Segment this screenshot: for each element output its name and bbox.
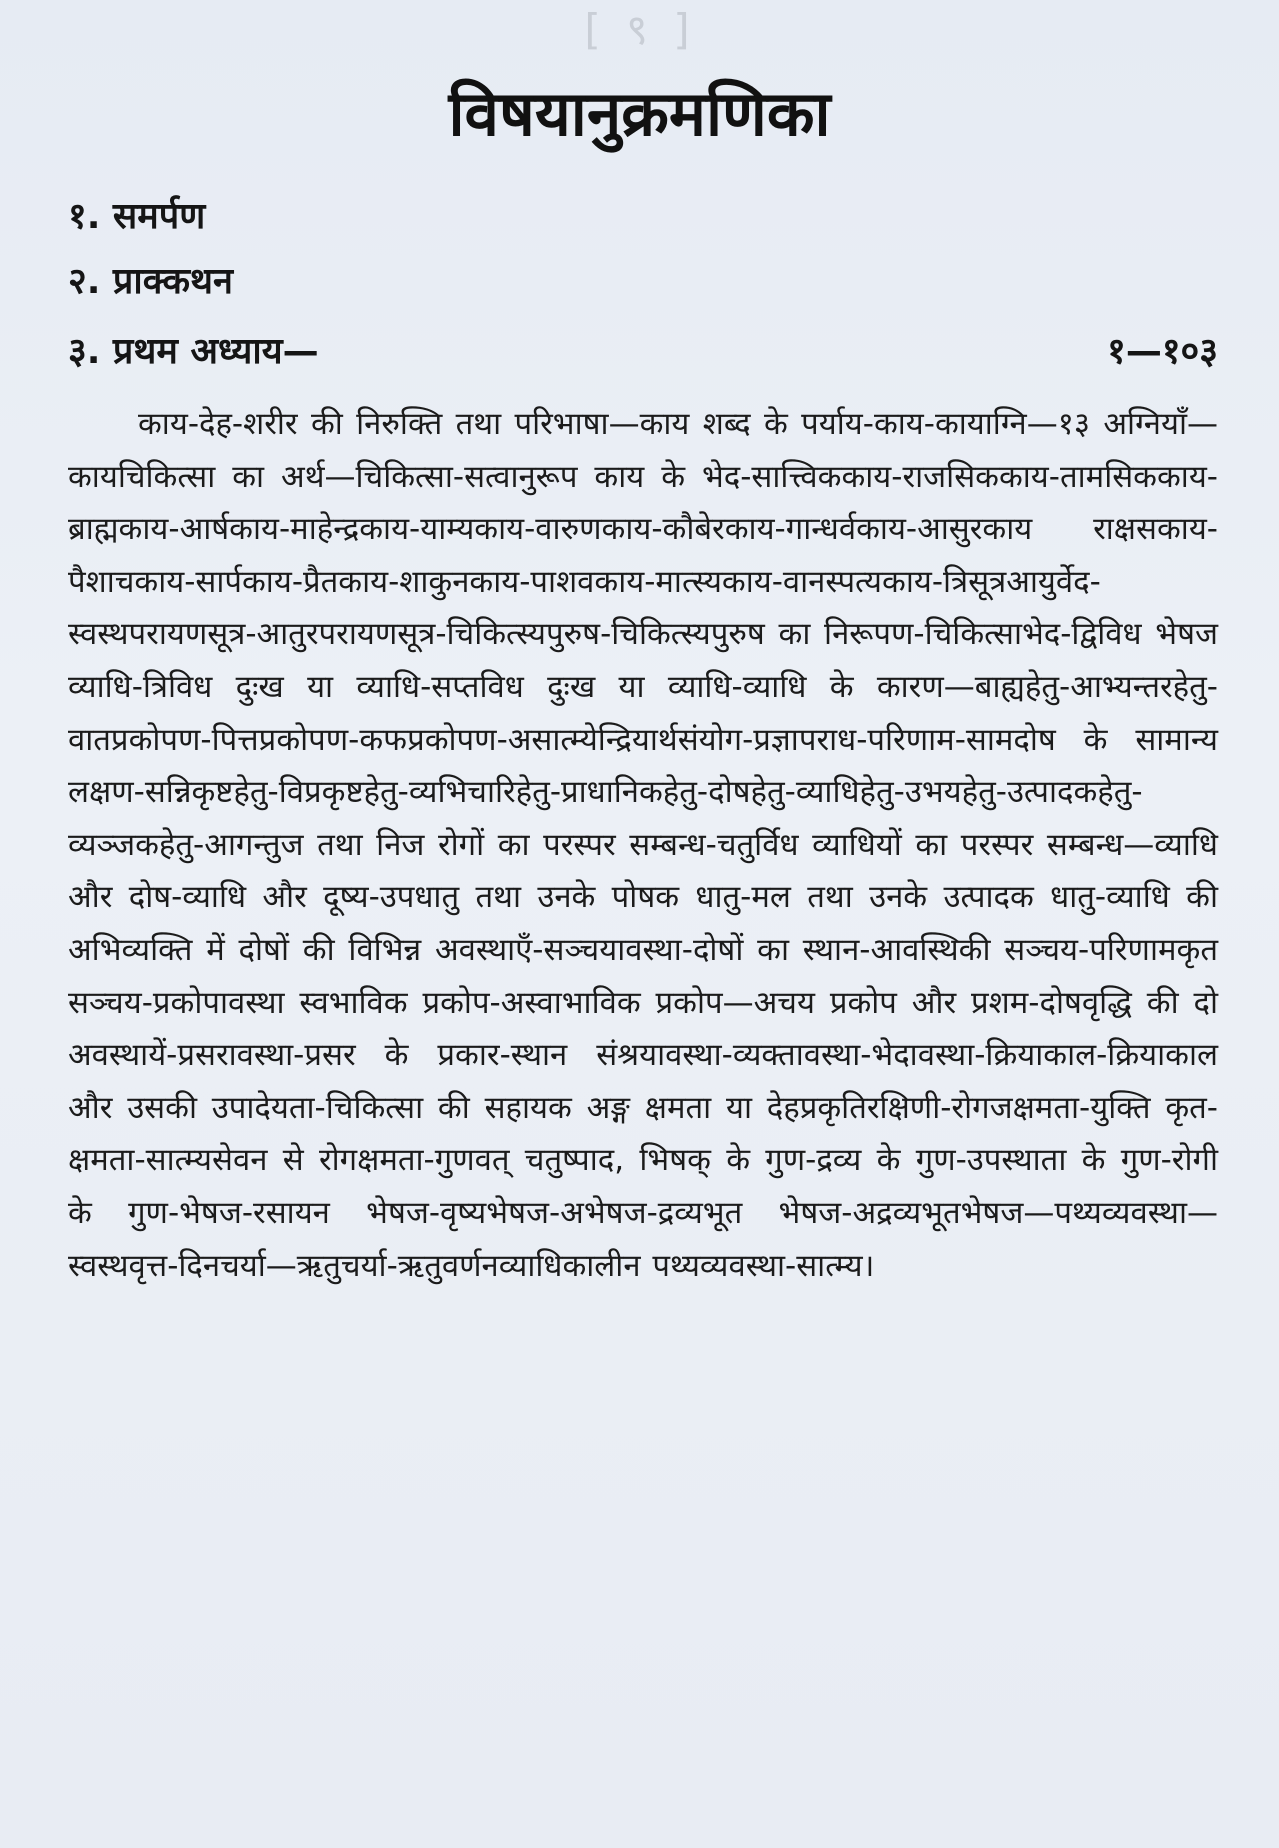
chapter-page-range: १—१०३: [1107, 331, 1218, 372]
page-number: [ ९ ]: [584, 5, 696, 54]
toc-entry-samarpan: १. समर्पण: [68, 196, 206, 237]
chapter-label: ३. प्रथम अध्याय—: [68, 331, 319, 372]
toc-entry-chapter-1: [68, 325, 1218, 375]
toc-entry-prakkathan: २. प्राक्कथन: [68, 261, 233, 302]
chapter-contents-paragraph: काय-देह-शरीर की निरुक्ति तथा परिभाषा—काय शब्द के पर्याय-काय-कायाग्नि—१३ अग्नियाँ—कायचिकित्सा का अर्थ—चिकित्सा-सत्वानुरूप काय के भेद-सात्त्विककाय-राजसिककाय-तामसिककाय-ब्राह्मकाय-आर्षकाय-माहेन्द्रकाय-याम्यकाय-वारुणकाय-कौबेरकाय-गान्धर्वकाय-आसुरकाय राक्षसकाय-पैशाचकाय-सार्पकाय-प्रैतकाय-शाकुनकाय-पाशवकाय-मात्स्यकाय-वानस्पत्यकाय-त्रिसूत्रआयुर्वेद-स्वस्थपरायणसूत्र-आतुरपरायणसूत्र-चिकित्स्यपुरुष-चिकित्स्यपुरुष का निरूपण-चिकित्साभेद-द्विविध भेषज व्याधि-त्रिविध दुःख या व्याधि-सप्तविध दुःख या व्याधि-व्याधि के कारण—बाह्यहेतु-आभ्यन्तरहेतु-वातप्रकोपण-पित्तप्रकोपण-कफप्रकोपण-असात्म्येन्द्रियार्थसंयोग-प्रज्ञापराध-परिणाम-सामदोष के सामान्य लक्षण-सन्निकृष्टहेतु-विप्रकृष्टहेतु-व्यभिचारिहेतु-प्राधानिकहेतु-दोषहेतु-व्याधिहेतु-उभयहेतु-उत्पादकहेतु-व्यञ्जकहेतु-आगन्तुज तथा निज रोगों का परस्पर सम्बन्ध-चतुर्विध व्याधियों का परस्पर सम्बन्ध—व्याधि और दोष-व्याधि और दूष्य-उपधातु तथा उनके पोषक धातु-मल तथा उनके उत्पादक धातु-व्याधि की अभिव्यक्ति में दोषों की विभिन्न अवस्थाएँ-सञ्चयावस्था-दोषों का स्थान-आवस्थिकी सञ्चय-परिणामकृत सञ्चय-प्रकोपावस्था स्वभाविक प्रकोप-अस्वाभाविक प्रकोप—अचय प्रकोप और प्रशम-दोषवृद्धि की दो अवस्थायें-प्रसरावस्था-प्रसर के प्रकार-स्थान संश्रयावस्था-व्यक्तावस्था-भेदावस्था-क्रियाकाल-क्रियाकाल और उसकी उपादेयता-चिकित्सा की सहायक अङ्ग क्षमता या देहप्रकृतिरक्षिणी-रोगजक्षमता-युक्ति कृत-क्षमता-सात्म्यसेवन से रोगक्षमता-गुणवत् चतुष्पाद, भिषक् के गुण-द्रव्य के गुण-उपस्थाता के गुण-रोगी के गुण-भेषज-रसायन भेषज-वृष्यभेषज-अभेषज-द्रव्यभूत भेषज-अद्रव्यभूतभेषज—पथ्यव्यवस्था—स्वस्थवृत्त-दिनचर्या—ऋतुचर्या-ऋतुवर्णनव्याधिकालीन पथ्यव्यवस्था-सात्म्य।: [68, 406, 1218, 1284]
page-title: विषयानुक्रमणिका: [448, 77, 831, 150]
